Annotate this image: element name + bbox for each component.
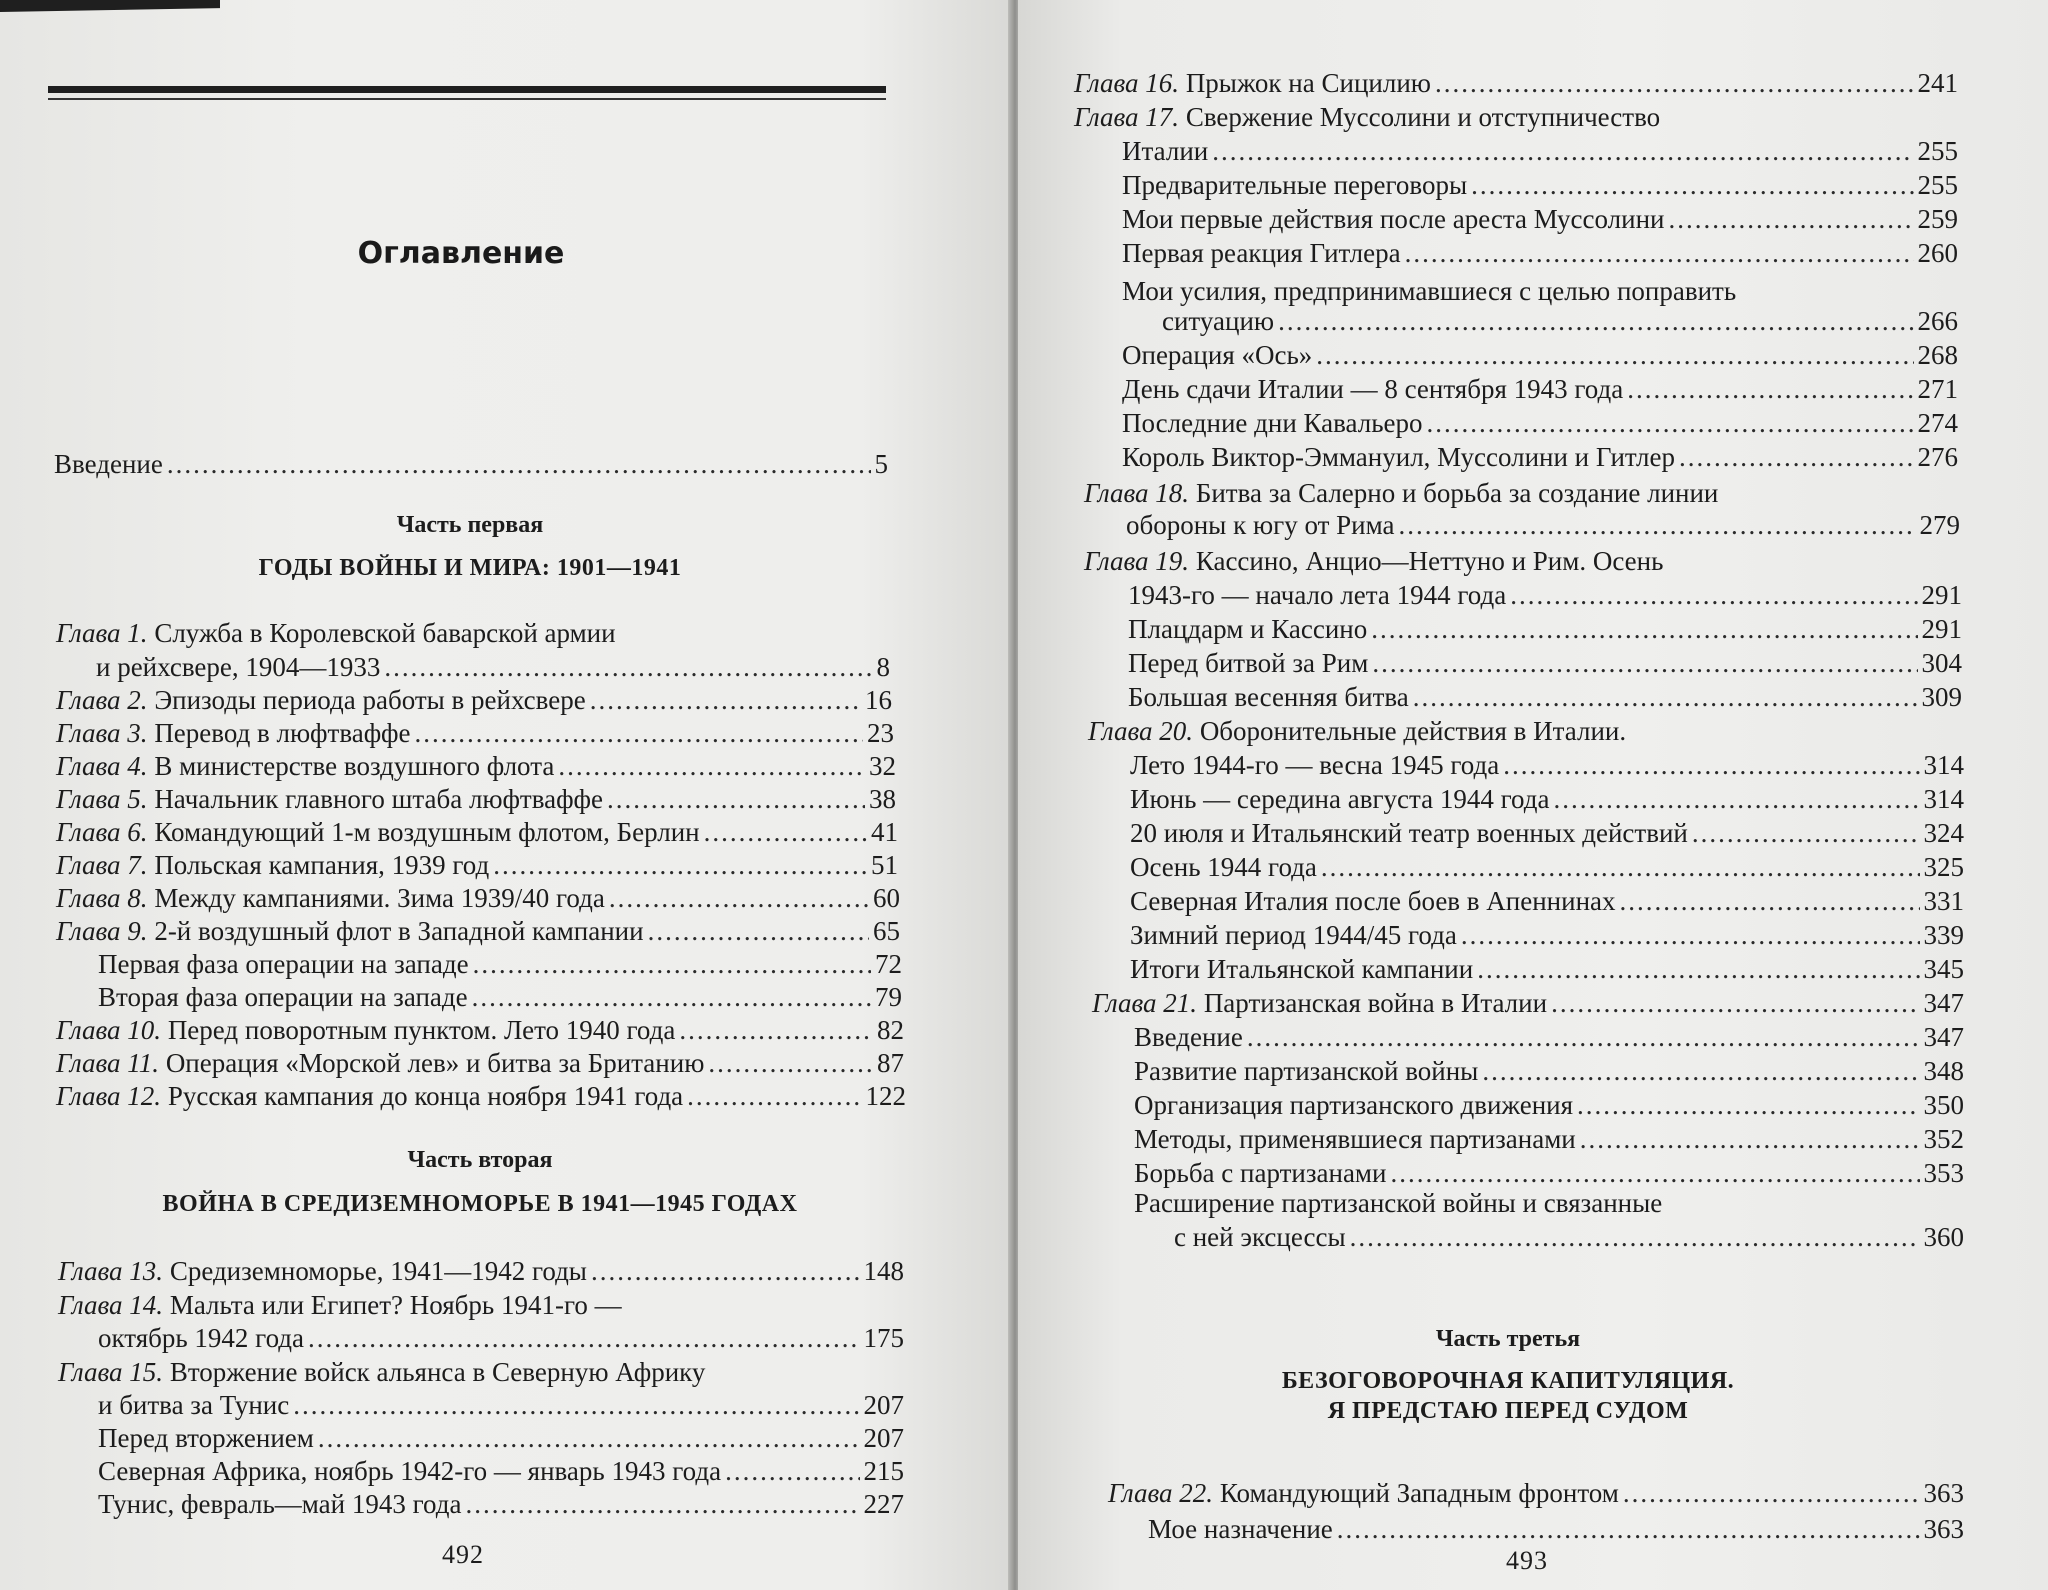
toc-entry-intro: Введение ..... 5 bbox=[54, 447, 888, 481]
toc-entry: Лето 1944-го — весна 1945 года ..... 314 bbox=[1130, 748, 1964, 782]
toc-entry: Организация партизанского движения ..... 350 bbox=[1134, 1088, 1964, 1122]
toc-entry: Северная Африка, ноябрь 1942-го — январь 1943 года ..... 215 bbox=[98, 1454, 904, 1488]
toc-entry: Глава 6. Командующий 1-м воздушным флотом, Берлин ..... 41 bbox=[56, 815, 898, 849]
toc-entry: Мои усилия, предпринимавшиеся с целью поправить bbox=[1122, 276, 1737, 306]
left-page bbox=[0, 0, 1012, 1590]
toc-entry: Глава 20. Оборонительные действия в Италии. bbox=[1088, 716, 1627, 746]
toc-entry: ситуацию ..... 266 bbox=[1162, 304, 1958, 338]
toc-entry: Глава 3. Перевод в люфтваффе ..... 23 bbox=[56, 716, 894, 750]
toc-entry: Плацдарм и Кассино ..... 291 bbox=[1128, 612, 1962, 646]
toc-entry: Мое назначение ..... 363 bbox=[1148, 1512, 1964, 1546]
toc-entry: Борьба с партизанами ..... 353 bbox=[1134, 1156, 1964, 1190]
toc-entry: Глава 13. Средиземноморье, 1941—1942 годы ..... 148 bbox=[58, 1254, 904, 1288]
part-2-title: ВОЙНА В СРЕДИЗЕМНОМОРЬЕ В 1941—1945 ГОДАХ bbox=[162, 1191, 798, 1217]
page-number-right: 493 bbox=[1506, 1546, 1548, 1575]
toc-entry: Глава 21. Партизанская война в Италии ..... 347 bbox=[1092, 986, 1964, 1020]
part-3-title-line2: Я ПРЕДСТАЮ ПЕРЕД СУДОМ bbox=[1327, 1398, 1689, 1424]
toc-entry: Глава 10. Перед поворотным пунктом. Лето 1940 года ..... 82 bbox=[56, 1013, 904, 1047]
toc-entry: Расширение партизанской войны и связанные bbox=[1134, 1188, 1663, 1218]
toc-entry: обороны к югу от Рима ..... 279 bbox=[1126, 508, 1960, 542]
page-corner-shadow bbox=[0, 0, 220, 12]
right-page bbox=[1018, 0, 2048, 1590]
part-1-label: Часть первая bbox=[396, 512, 544, 538]
page-number-left: 492 bbox=[442, 1540, 484, 1569]
toc-entry: Король Виктор-Эммануил, Муссолини и Гитлер ..... 276 bbox=[1122, 440, 1958, 474]
toc-entry: Большая весенняя битва ..... 309 bbox=[1128, 680, 1962, 714]
toc-entry: и рейхсвере, 1904—1933 ..... 8 bbox=[96, 650, 890, 684]
toc-entry: 1943-го — начало лета 1944 года ..... 291 bbox=[1128, 578, 1962, 612]
part-1-title: ГОДЫ ВОЙНЫ И МИРА: 1901—1941 bbox=[258, 555, 682, 581]
part-3-title-line1: БЕЗОГОВОРОЧНАЯ КАПИТУЛЯЦИЯ. bbox=[1281, 1368, 1735, 1394]
part-3-label: Часть третья bbox=[1435, 1326, 1581, 1352]
toc-entry: Предварительные переговоры ..... 255 bbox=[1122, 168, 1958, 202]
header-rule-thin bbox=[48, 98, 886, 100]
toc-entry: 20 июля и Итальянский театр военных действий ..... 324 bbox=[1130, 816, 1964, 850]
toc-entry: Глава 8. Между кампаниями. Зима 1939/40 года ..... 60 bbox=[56, 881, 900, 915]
toc-entry: Глава 14. Мальта или Египет? Ноябрь 1941-го — bbox=[58, 1290, 622, 1320]
toc-entry: Италии ..... 255 bbox=[1122, 134, 1958, 168]
toc-entry: Первая реакция Гитлера ..... 260 bbox=[1122, 236, 1958, 270]
toc-entry: и битва за Тунис ..... 207 bbox=[98, 1388, 904, 1422]
toc-entry: Перед вторжением ..... 207 bbox=[98, 1421, 904, 1455]
toc-entry: Глава 16. Прыжок на Сицилию ..... 241 bbox=[1074, 66, 1958, 100]
toc-entry: Северная Италия после боев в Апеннинах ..... 331 bbox=[1130, 884, 1964, 918]
toc-entry: Глава 18. Битва за Салерно и борьба за создание линии bbox=[1084, 478, 1719, 508]
toc-entry: Глава 1. Служба в Королевской баварской армии bbox=[56, 618, 616, 648]
toc-entry: Глава 5. Начальник главного штаба люфтваффе ..... 38 bbox=[56, 782, 896, 816]
toc-entry: Июнь — середина августа 1944 года ..... 314 bbox=[1130, 782, 1964, 816]
toc-entry: Глава 11. Операция «Морской лев» и битва за Британию ..... 87 bbox=[56, 1046, 904, 1080]
toc-entry: Итоги Итальянской кампании ..... 345 bbox=[1130, 952, 1964, 986]
toc-entry: Глава 9. 2-й воздушный флот в Западной кампании ..... 65 bbox=[56, 914, 900, 948]
toc-entry: Тунис, февраль—май 1943 года ..... 227 bbox=[98, 1487, 904, 1521]
toc-entry: Вторая фаза операции на западе ..... 79 bbox=[98, 980, 902, 1014]
toc-entry: Осень 1944 года ..... 325 bbox=[1130, 850, 1964, 884]
toc-entry: Глава 7. Польская кампания, 1939 год ..... 51 bbox=[56, 848, 898, 882]
toc-entry: Введение ..... 347 bbox=[1134, 1020, 1964, 1054]
toc-entry: Операция «Ось» ..... 268 bbox=[1122, 338, 1958, 372]
toc-entry: Глава 4. В министерстве воздушного флота ..... 32 bbox=[56, 749, 896, 783]
toc-entry: Перед битвой за Рим ..... 304 bbox=[1128, 646, 1962, 680]
header-rule-thick bbox=[48, 86, 886, 93]
toc-entry: Глава 12. Русская кампания до конца ноября 1941 года ..... 122 bbox=[56, 1079, 906, 1113]
toc-entry: Мои первые действия после ареста Муссолини ..... 259 bbox=[1122, 202, 1958, 236]
toc-entry: Глава 22. Командующий Западным фронтом ..... 363 bbox=[1108, 1476, 1964, 1510]
toc-entry: Первая фаза операции на западе ..... 72 bbox=[98, 947, 902, 981]
toc-entry: Методы, применявшиеся партизанами ..... 352 bbox=[1134, 1122, 1964, 1156]
toc-entry: Развитие партизанской войны ..... 348 bbox=[1134, 1054, 1964, 1088]
toc-entry: октябрь 1942 года ..... 175 bbox=[98, 1321, 904, 1355]
toc-entry: Последние дни Кавальеро ..... 274 bbox=[1122, 406, 1958, 440]
part-2-label: Часть вторая bbox=[407, 1147, 553, 1173]
toc-title: Оглавление bbox=[357, 236, 565, 271]
toc-entry: Глава 15. Вторжение войск альянса в Северную Африку bbox=[58, 1357, 706, 1387]
toc-entry: Глава 2. Эпизоды периода работы в рейхсвере ..... 16 bbox=[56, 683, 892, 717]
toc-entry: Глава 17. Свержение Муссолини и отступничество bbox=[1074, 102, 1661, 132]
toc-entry: с ней эксцессы ..... 360 bbox=[1174, 1220, 1964, 1254]
toc-entry: День сдачи Италии — 8 сентября 1943 года ..... 271 bbox=[1122, 372, 1958, 406]
toc-entry: Зимний период 1944/45 года ..... 339 bbox=[1130, 918, 1964, 952]
toc-entry: Глава 19. Кассино, Анцио—Неттуно и Рим. Осень bbox=[1084, 546, 1664, 576]
